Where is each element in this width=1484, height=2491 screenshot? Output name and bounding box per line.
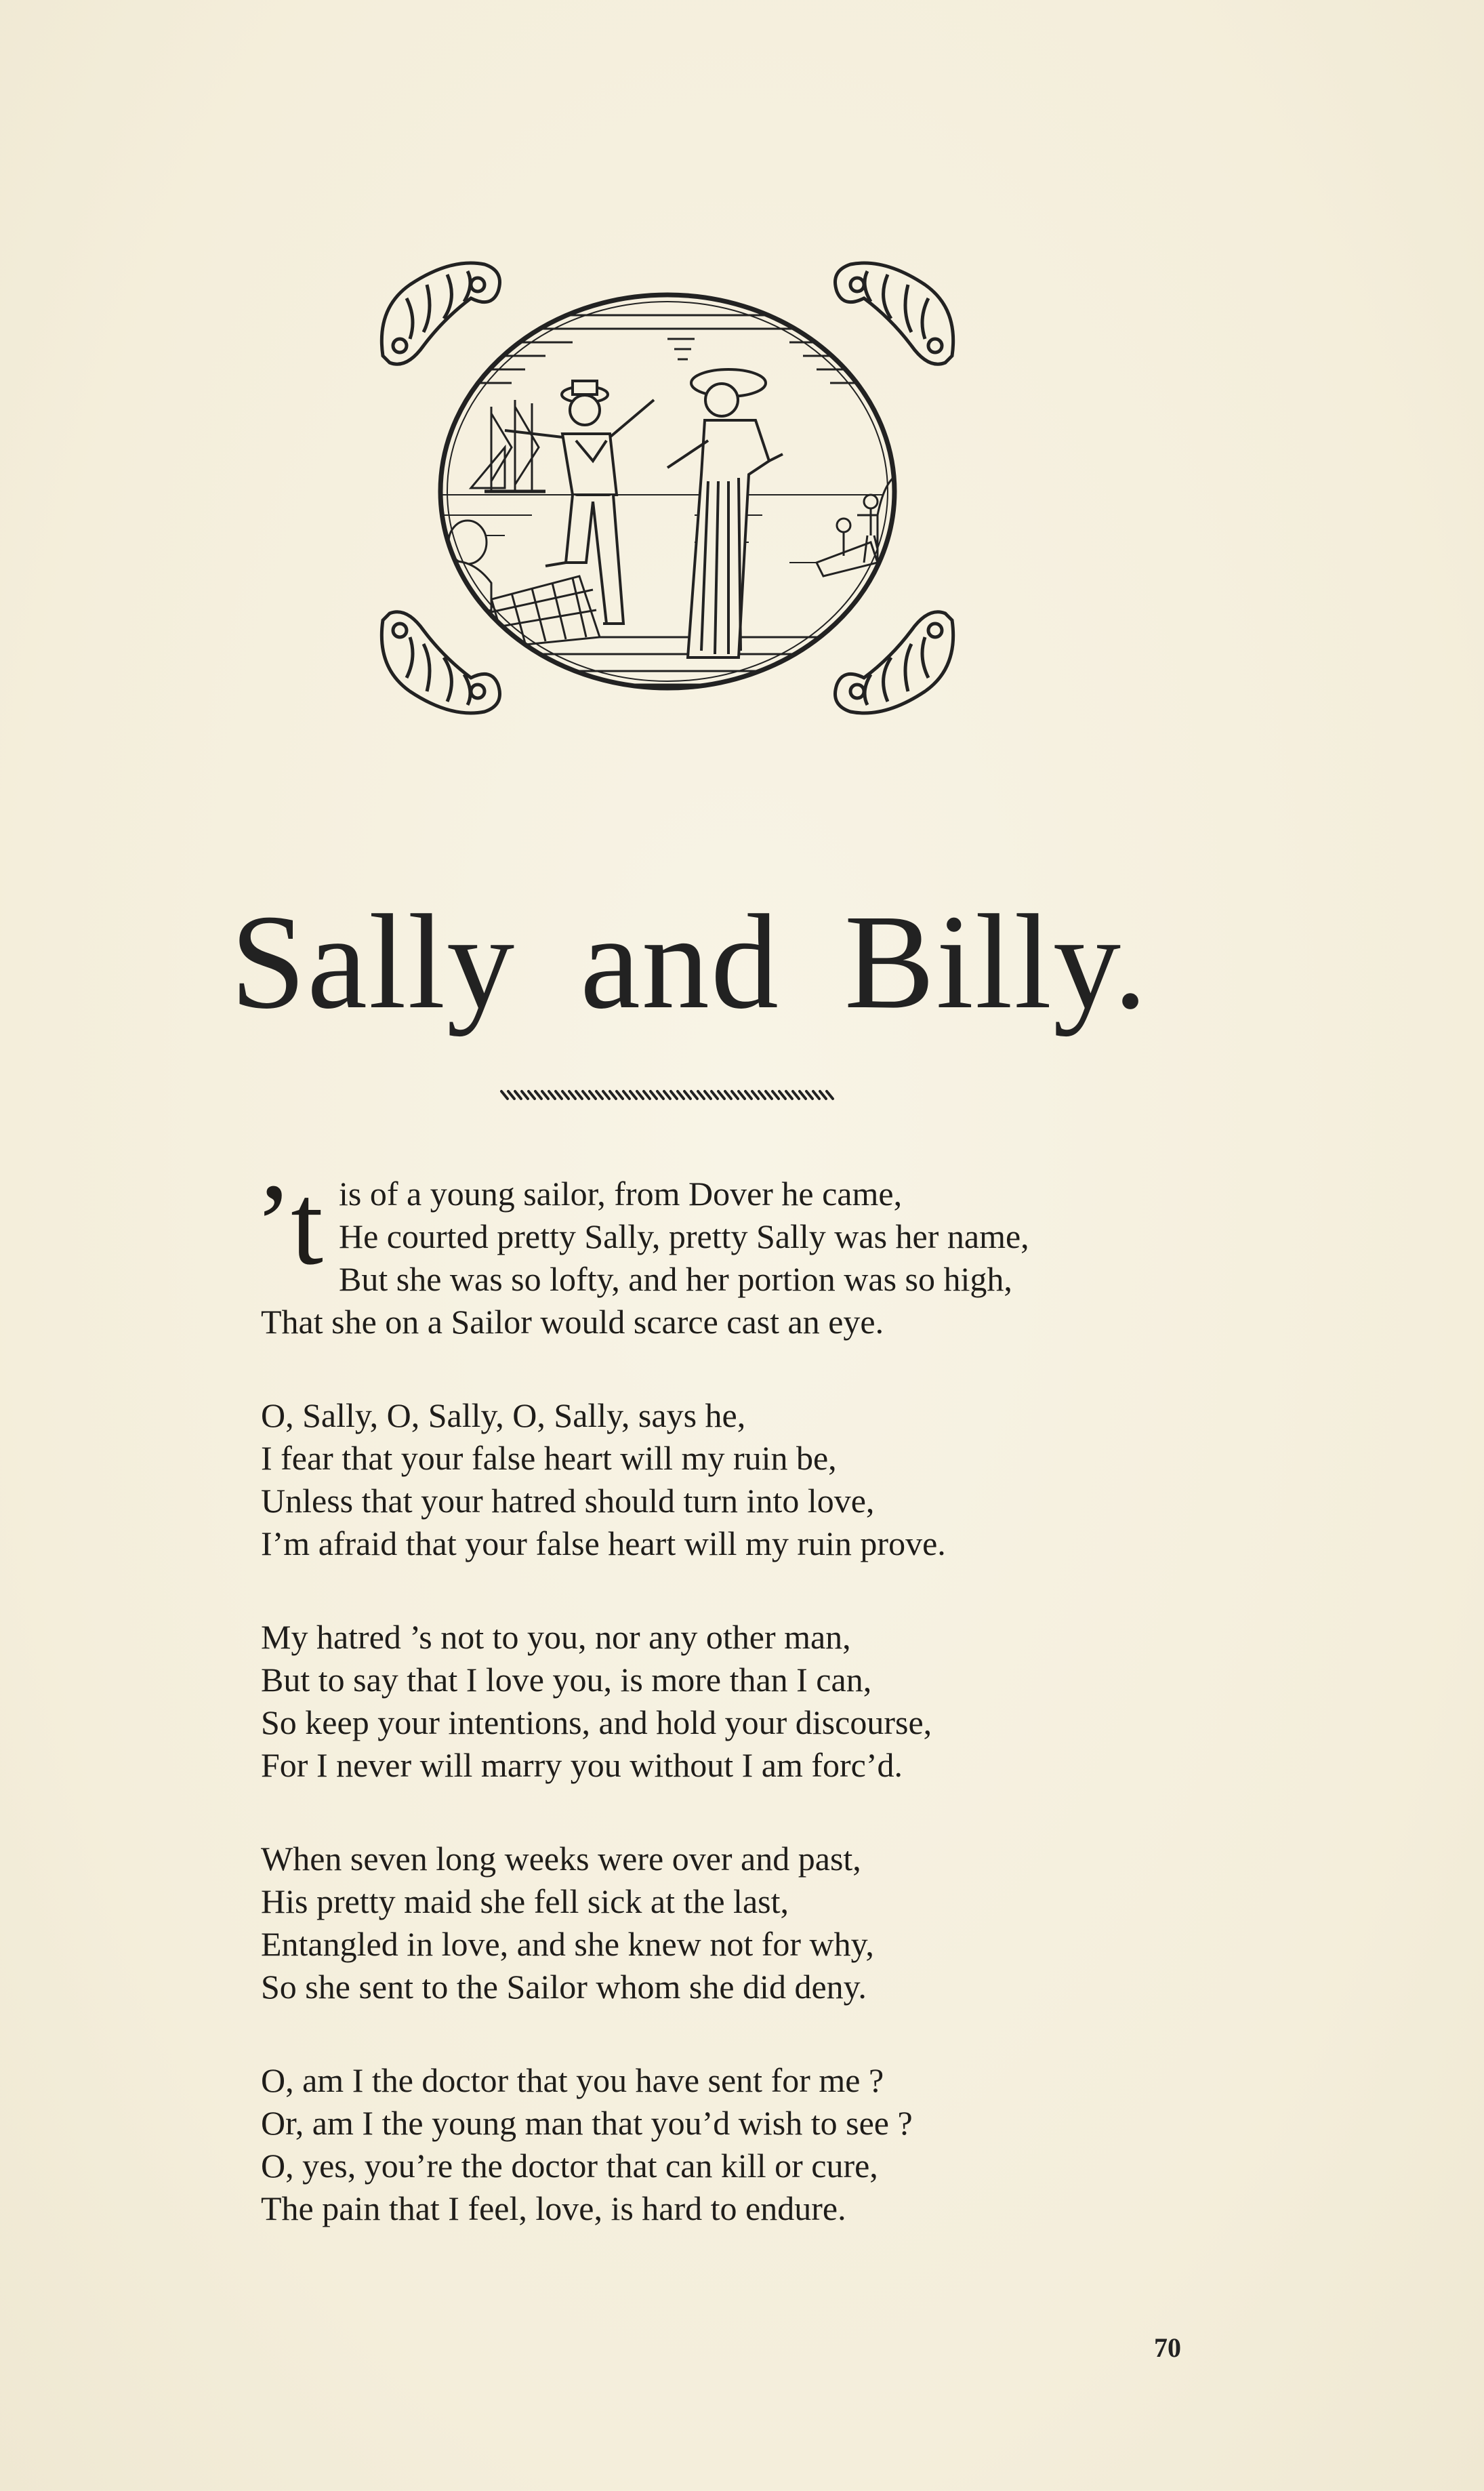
twisted-rule-icon — [498, 1088, 837, 1103]
poem-line: My hatred ’s not to you, nor any other man, — [261, 1618, 851, 1656]
poem-line: O, am I the doctor that you have sent for me ? — [261, 2061, 884, 2099]
poem-body — [254, 1160, 1210, 2281]
poem-line: But to say that I love you, is more than I can, — [261, 1661, 872, 1699]
poem-line: O, Sally, O, Sally, O, Sally, says he, — [261, 1396, 746, 1434]
stanza-5 — [261, 2059, 1210, 2230]
poem-line: So she sent to the Sailor whom she did deny. — [261, 1968, 867, 2006]
poem-line: is of a young sailor, from Dover he came, — [339, 1175, 903, 1213]
title-word-and: and — [580, 887, 780, 1037]
poem-line: So keep your intentions, and hold your discourse, — [261, 1703, 932, 1741]
poem-line: I’m afraid that your false heart will my ruin prove. — [261, 1524, 946, 1562]
poem-line: The pain that I feel, love, is hard to endure. — [261, 2189, 846, 2227]
stanza-4 — [261, 1838, 1210, 2008]
poem-title — [230, 881, 1179, 1044]
poem-line: That she on a Sailor would scarce cast an eye. — [261, 1303, 884, 1341]
stanza-1 — [254, 1160, 1210, 1343]
drop-cap: ’t — [254, 1160, 323, 1289]
poem-line: O, yes, you’re the doctor that can kill or cure, — [261, 2147, 878, 2185]
poem-line: He courted pretty Sally, pretty Sally was her name, — [339, 1217, 1029, 1255]
poem-line: Or, am I the young man that you’d wish to see ? — [261, 2104, 913, 2142]
stanza-3 — [261, 1616, 1210, 1787]
poem-line: When seven long weeks were over and past, — [261, 1840, 861, 1878]
poem-line: His pretty maid she fell sick at the last, — [261, 1882, 789, 1920]
title-word-billy: Billy. — [844, 887, 1149, 1037]
woodcut-sailor-and-lady-icon — [369, 244, 966, 732]
poem-line: Entangled in love, and she knew not for why, — [261, 1925, 874, 1963]
title-word-sally: Sally — [230, 887, 516, 1037]
poem-line: But she was so lofty, and her portion was so high, — [339, 1260, 1012, 1298]
poem-line: I fear that your false heart will my ruin be, — [261, 1439, 837, 1477]
page-number: 70 — [1154, 2332, 1181, 2363]
stanza-2 — [261, 1394, 1210, 1565]
poem-line: Unless that your hatred should turn into love, — [261, 1482, 875, 1520]
poem-line: For I never will marry you without I am forc’d. — [261, 1746, 903, 1784]
